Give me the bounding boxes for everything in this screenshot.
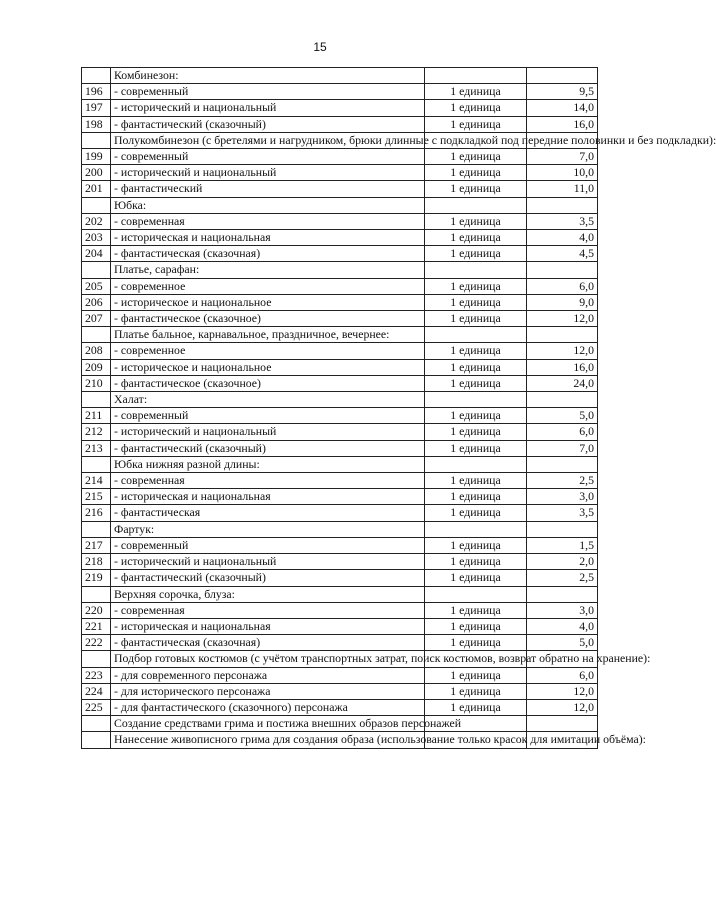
row-unit: 1 единица (425, 181, 527, 197)
row-value (527, 262, 598, 278)
row-number (82, 132, 111, 148)
row-description: Платье бальное, карнавальное, праздничное, вечернее: (111, 327, 425, 343)
row-value: 7,0 (527, 149, 598, 165)
row-number: 209 (82, 359, 111, 375)
table-row (82, 635, 598, 651)
row-unit (425, 392, 527, 408)
row-value (527, 327, 598, 343)
row-value: 12,0 (527, 311, 598, 327)
row-value (527, 197, 598, 213)
row-description: - современная (111, 473, 425, 489)
row-value: 4,0 (527, 618, 598, 634)
row-unit (425, 327, 527, 343)
row-value: 9,5 (527, 84, 598, 100)
row-unit (425, 262, 527, 278)
row-number (82, 68, 111, 84)
row-number: 214 (82, 473, 111, 489)
row-description: - историческая и национальная (111, 618, 425, 634)
row-number (82, 651, 111, 667)
row-value: 4,5 (527, 246, 598, 262)
row-number: 221 (82, 618, 111, 634)
row-description: - современное (111, 278, 425, 294)
row-number: 210 (82, 375, 111, 391)
row-unit: 1 единица (425, 602, 527, 618)
row-number (82, 392, 111, 408)
row-number: 197 (82, 100, 111, 116)
row-description: - фантастический (сказочный) (111, 570, 425, 586)
table-row (82, 683, 598, 699)
row-value: 12,0 (527, 343, 598, 359)
row-unit: 1 единица (425, 375, 527, 391)
row-value (527, 586, 598, 602)
row-number: 204 (82, 246, 111, 262)
row-number: 216 (82, 505, 111, 521)
row-value: 9,0 (527, 294, 598, 310)
row-unit: 1 единица (425, 100, 527, 116)
row-description: - для исторического персонажа (111, 683, 425, 699)
row-unit (425, 197, 527, 213)
row-value: 16,0 (527, 116, 598, 132)
row-number (82, 521, 111, 537)
table-row (82, 424, 598, 440)
row-number (82, 716, 111, 732)
row-description: Юбка нижняя разной длины: (111, 456, 425, 472)
table-row (82, 489, 598, 505)
row-number: 217 (82, 537, 111, 553)
row-unit: 1 единица (425, 311, 527, 327)
row-description: - современная (111, 213, 425, 229)
row-value: 6,0 (527, 667, 598, 683)
row-number: 198 (82, 116, 111, 132)
row-unit: 1 единица (425, 618, 527, 634)
row-number: 207 (82, 311, 111, 327)
row-description: - историческое и национальное (111, 359, 425, 375)
row-value: 14,0 (527, 100, 598, 116)
row-description: - фантастическое (сказочное) (111, 375, 425, 391)
row-unit: 1 единица (425, 149, 527, 165)
row-unit: 1 единица (425, 359, 527, 375)
row-number: 205 (82, 278, 111, 294)
row-value: 3,5 (527, 505, 598, 521)
row-number (82, 732, 111, 748)
row-description: - историческая и национальная (111, 230, 425, 246)
table-row (82, 570, 598, 586)
row-value (527, 392, 598, 408)
table-row (82, 456, 598, 472)
row-value: 12,0 (527, 683, 598, 699)
table-row (82, 554, 598, 570)
row-value: 3,0 (527, 602, 598, 618)
row-value: 5,0 (527, 408, 598, 424)
row-description: - фантастический (сказочный) (111, 440, 425, 456)
row-description: Подбор готовых костюмов (с учётом транспортных затрат, поиск костюмов, возврат обратно на хранение): (111, 651, 425, 667)
row-value: 3,5 (527, 213, 598, 229)
row-description: Создание средствами грима и постижа внешних образов персонажей (111, 716, 425, 732)
row-value (527, 716, 598, 732)
row-unit: 1 единица (425, 424, 527, 440)
row-description: - современный (111, 149, 425, 165)
table-row (82, 408, 598, 424)
table-row (82, 521, 598, 537)
page-number: 15 (313, 40, 327, 54)
table-row (82, 473, 598, 489)
row-description: Комбинезон: (111, 68, 425, 84)
row-value: 16,0 (527, 359, 598, 375)
row-unit: 1 единица (425, 570, 527, 586)
table-row (82, 100, 598, 116)
row-description: - исторический и национальный (111, 165, 425, 181)
row-unit: 1 единица (425, 473, 527, 489)
row-description: - исторический и национальный (111, 100, 425, 116)
row-number (82, 262, 111, 278)
table-row (82, 651, 598, 667)
row-number: 212 (82, 424, 111, 440)
row-unit: 1 единица (425, 230, 527, 246)
table-row (82, 262, 598, 278)
row-description: Платье, сарафан: (111, 262, 425, 278)
price-table-body (82, 68, 716, 749)
row-number: 218 (82, 554, 111, 570)
row-unit: 1 единица (425, 635, 527, 651)
row-number: 201 (82, 181, 111, 197)
row-description: - для фантастического (сказочного) персонажа (111, 699, 425, 715)
row-unit: 1 единица (425, 699, 527, 715)
row-value: 2,5 (527, 570, 598, 586)
row-unit: 1 единица (425, 505, 527, 521)
price-table (81, 67, 716, 749)
table-row (82, 327, 598, 343)
table-row (82, 699, 598, 715)
row-description: - историческая и национальная (111, 489, 425, 505)
row-description: - современный (111, 408, 425, 424)
table-row (82, 716, 598, 732)
table-row (82, 132, 598, 148)
row-value: 24,0 (527, 375, 598, 391)
row-number: 196 (82, 84, 111, 100)
table-row (82, 116, 598, 132)
row-unit (425, 521, 527, 537)
table-row (82, 667, 598, 683)
row-number: 211 (82, 408, 111, 424)
row-value: 1,5 (527, 537, 598, 553)
row-value (527, 68, 598, 84)
row-number: 200 (82, 165, 111, 181)
row-value: 10,0 (527, 165, 598, 181)
row-value: 5,0 (527, 635, 598, 651)
table-row (82, 375, 598, 391)
table-row (82, 68, 598, 84)
row-description: Фартук: (111, 521, 425, 537)
row-description: - фантастическая (сказочная) (111, 635, 425, 651)
row-value: 6,0 (527, 424, 598, 440)
row-description: Халат: (111, 392, 425, 408)
row-unit: 1 единица (425, 440, 527, 456)
row-description: - современный (111, 537, 425, 553)
row-number: 215 (82, 489, 111, 505)
table-row (82, 84, 598, 100)
row-unit: 1 единица (425, 84, 527, 100)
row-value (527, 521, 598, 537)
table-row (82, 602, 598, 618)
row-description: - фантастическая (сказочная) (111, 246, 425, 262)
row-value: 3,0 (527, 489, 598, 505)
row-unit: 1 единица (425, 213, 527, 229)
row-number (82, 586, 111, 602)
row-description: - исторический и национальный (111, 554, 425, 570)
row-number (82, 327, 111, 343)
table-row (82, 278, 598, 294)
row-value: 12,0 (527, 699, 598, 715)
row-value (527, 456, 598, 472)
table-row (82, 213, 598, 229)
row-number: 222 (82, 635, 111, 651)
table-row (82, 359, 598, 375)
row-number: 224 (82, 683, 111, 699)
table-row (82, 618, 598, 634)
table-row (82, 294, 598, 310)
table-row (82, 149, 598, 165)
row-description: Верхняя сорочка, блуза: (111, 586, 425, 602)
row-number: 225 (82, 699, 111, 715)
row-number: 206 (82, 294, 111, 310)
table-row (82, 311, 598, 327)
row-unit (425, 586, 527, 602)
row-unit: 1 единица (425, 408, 527, 424)
row-value: 11,0 (527, 181, 598, 197)
row-number: 213 (82, 440, 111, 456)
row-number: 199 (82, 149, 111, 165)
row-unit: 1 единица (425, 294, 527, 310)
table-row (82, 732, 598, 748)
row-number: 219 (82, 570, 111, 586)
row-description: - современное (111, 343, 425, 359)
row-description: - современная (111, 602, 425, 618)
row-unit: 1 единица (425, 116, 527, 132)
row-description: Полукомбинезон (с бретелями и нагрудником, брюки длинные с подкладкой под передние половинки и без подкладки): (111, 132, 425, 148)
row-description: Юбка: (111, 197, 425, 213)
row-value: 2,0 (527, 554, 598, 570)
row-unit: 1 единица (425, 667, 527, 683)
row-number: 220 (82, 602, 111, 618)
row-value: 4,0 (527, 230, 598, 246)
row-description: - фантастическое (сказочное) (111, 311, 425, 327)
table-row (82, 440, 598, 456)
row-description: - фантастический (сказочный) (111, 116, 425, 132)
row-unit: 1 единица (425, 683, 527, 699)
row-unit: 1 единица (425, 246, 527, 262)
row-description: Нанесение живописного грима для создания образа (использование только красок для имитации объёма): (111, 732, 425, 748)
table-row (82, 230, 598, 246)
row-number: 203 (82, 230, 111, 246)
row-number (82, 456, 111, 472)
row-value: 7,0 (527, 440, 598, 456)
row-value: 6,0 (527, 278, 598, 294)
row-unit: 1 единица (425, 278, 527, 294)
table-row (82, 181, 598, 197)
table-row (82, 246, 598, 262)
table-row (82, 343, 598, 359)
row-value: 2,5 (527, 473, 598, 489)
row-number: 202 (82, 213, 111, 229)
table-row (82, 537, 598, 553)
row-unit (425, 456, 527, 472)
row-description: - для современного персонажа (111, 667, 425, 683)
table-row (82, 197, 598, 213)
row-unit: 1 единица (425, 554, 527, 570)
row-description: - современный (111, 84, 425, 100)
row-unit: 1 единица (425, 537, 527, 553)
row-unit (425, 68, 527, 84)
table-row (82, 165, 598, 181)
row-unit: 1 единица (425, 165, 527, 181)
row-unit: 1 единица (425, 489, 527, 505)
table-row (82, 392, 598, 408)
row-description: - историческое и национальное (111, 294, 425, 310)
table-row (82, 586, 598, 602)
row-description: - фантастический (111, 181, 425, 197)
row-description: - исторический и национальный (111, 424, 425, 440)
row-number: 208 (82, 343, 111, 359)
row-number (82, 197, 111, 213)
row-description: - фантастическая (111, 505, 425, 521)
row-unit: 1 единица (425, 343, 527, 359)
table-row (82, 505, 598, 521)
row-number: 223 (82, 667, 111, 683)
